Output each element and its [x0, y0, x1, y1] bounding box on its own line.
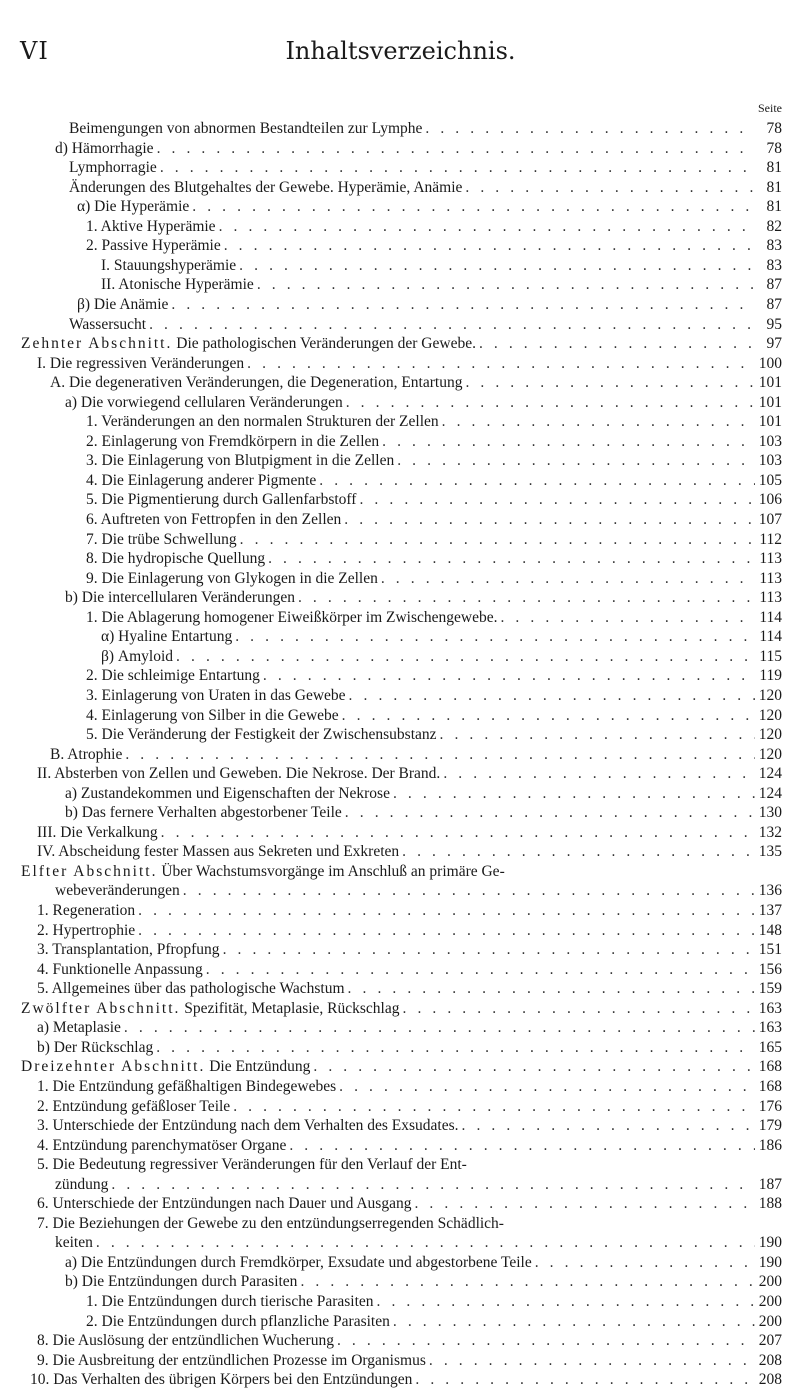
dot-leader [156, 1038, 755, 1057]
dot-leader [382, 432, 755, 451]
page-reference: 100 [758, 355, 782, 372]
toc-entry [37, 940, 782, 959]
page-reference: 124 [758, 765, 782, 782]
toc-entry [69, 158, 782, 177]
toc-entry-text: α) Die Hyperämie [77, 198, 190, 215]
page-reference: 120 [758, 726, 782, 743]
page-reference: 120 [758, 687, 782, 704]
toc-entry-text: α) Hyaline Entartung [101, 628, 233, 645]
toc-entry-text: 9. Die Einlagerung von Glykogen in die Zellen [86, 570, 378, 587]
toc-entry [65, 393, 782, 412]
page-reference: 136 [758, 882, 782, 899]
toc-entry [37, 960, 782, 979]
page-reference: 124 [758, 785, 782, 802]
dot-leader [465, 373, 755, 392]
toc-entry-text: 10. Das Verhalten des übrigen Körpers bei den Entzündungen [30, 1371, 413, 1388]
toc-entry-text: 3. Transplantation, Pfropfung [37, 941, 220, 958]
dot-leader [337, 1331, 755, 1350]
page-reference: 81 [766, 198, 782, 215]
dot-leader [289, 1136, 755, 1155]
page-reference: 208 [758, 1371, 782, 1388]
dot-leader [345, 803, 755, 822]
toc-entry-text: 2. Hypertrophie [37, 922, 136, 939]
dot-leader [319, 471, 755, 490]
page-reference: 78 [766, 140, 782, 157]
toc-entry-text: 1. Veränderungen an den normalen Strukturen der Zellen [86, 413, 439, 430]
toc-entry [86, 236, 782, 255]
page-reference: 179 [758, 1117, 782, 1134]
toc-entry-text: Beimengungen von abnormen Bestandteilen zur Lymphe [69, 120, 423, 137]
toc-entry [86, 569, 782, 588]
toc-entry [86, 471, 782, 490]
section-title: Die Entzündung [209, 1058, 311, 1075]
page-reference: 83 [766, 237, 782, 254]
toc-entry [86, 530, 782, 549]
dot-leader [247, 354, 755, 373]
toc-entry-text: 3. Die Einlagerung von Blutpigment in die Zellen [86, 452, 395, 469]
dot-leader [263, 666, 755, 685]
section-heading: Dreizehnter Abschnitt. [21, 1058, 206, 1075]
toc-entry [37, 1116, 782, 1135]
dot-leader [240, 530, 755, 549]
toc-entry-text: Über Wachstumsvorgänge im Anschluß an primäre Ge- [161, 863, 505, 880]
page-reference: 187 [758, 1176, 782, 1193]
toc-entry [55, 1175, 782, 1194]
dot-leader [403, 999, 756, 1018]
dot-leader [397, 451, 755, 470]
dot-leader [239, 256, 755, 275]
dot-leader [224, 236, 755, 255]
toc-entry-text: II. Atonische Hyperämie [101, 276, 254, 293]
toc-entry [69, 178, 782, 197]
page-reference: 200 [758, 1273, 782, 1290]
dot-leader [124, 1018, 755, 1037]
section-title: Die pathologischen Veränderungen der Gewebe. [176, 335, 476, 352]
toc-entry [37, 354, 782, 373]
dot-leader [414, 1194, 755, 1213]
toc-entry [55, 881, 782, 900]
page-reference: 81 [766, 159, 782, 176]
toc-entry-text: 1. Die Entzündung gefäßhaltigen Bindegewebes [37, 1078, 337, 1095]
toc-entry [37, 1194, 782, 1213]
toc-entry-text: 5. Die Veränderung der Festigkeit der Zwischensubstanz [86, 726, 437, 743]
page-reference: 113 [759, 570, 782, 587]
page-reference: 114 [759, 628, 782, 645]
dot-leader [160, 158, 755, 177]
dot-leader [157, 139, 755, 158]
toc-entry [37, 1077, 782, 1096]
toc-entry-text: 1. Die Entzündungen durch tierische Parasiten [86, 1293, 374, 1310]
toc-entry [50, 745, 782, 764]
dot-leader [313, 1057, 755, 1076]
toc-entry [69, 119, 782, 138]
dot-leader [442, 412, 755, 431]
dot-leader [192, 197, 755, 216]
toc-entry [86, 490, 782, 509]
page-reference: 78 [766, 120, 782, 137]
toc-entry-text: 1. Die Ablagerung homogener Eiweißkörper im Zwischengewebe. [86, 609, 498, 626]
toc-entry [65, 588, 782, 607]
page-header [0, 0, 801, 90]
toc-entry-text: a) Zustandekommen und Eigenschaften der Nekrose [65, 785, 390, 802]
page-reference: 101 [758, 394, 782, 411]
page-reference: 103 [758, 433, 782, 450]
toc-entry [65, 784, 782, 803]
dot-leader [300, 1272, 755, 1291]
dot-leader [149, 315, 755, 334]
page-reference: 95 [766, 316, 782, 333]
toc-entry [21, 334, 782, 353]
page-reference: 137 [758, 902, 782, 919]
toc-entry-text: 4. Die Einlagerung anderer Pigmente [86, 472, 317, 489]
toc-entry [30, 1370, 782, 1389]
page-reference: 132 [758, 824, 782, 841]
page-reference: 200 [758, 1293, 782, 1310]
toc-entry [86, 510, 782, 529]
dot-leader [257, 275, 755, 294]
page-reference: 101 [758, 413, 782, 430]
page-reference: 148 [758, 922, 782, 939]
dot-leader [111, 1175, 755, 1194]
toc-entry-continuation: webeveränderungen [55, 882, 180, 899]
toc-entry [21, 999, 782, 1018]
toc-entry-text: 4. Entzündung parenchymatöser Organe [37, 1137, 287, 1154]
dot-leader [429, 1351, 755, 1370]
toc-entry [69, 315, 782, 334]
dot-leader [359, 490, 755, 509]
toc-entry-text: b) Das fernere Verhalten abgestorbener Teile [65, 804, 342, 821]
toc-entry-text: 1. Aktive Hyperämie [86, 218, 216, 235]
toc-entry-text: I. Stauungshyperämie [101, 257, 237, 274]
toc-entry [86, 608, 782, 627]
toc-entry-text: b) Die Entzündungen durch Parasiten [65, 1273, 298, 1290]
toc-entry-text: III. Die Verkalkung [37, 824, 158, 841]
page-reference: 115 [759, 648, 782, 665]
page-reference: 83 [766, 257, 782, 274]
dot-leader [393, 784, 755, 803]
dot-leader [176, 647, 755, 666]
dot-leader [402, 842, 755, 861]
page-reference: 120 [758, 707, 782, 724]
toc-entry-text: 2. Die schleimige Entartung [86, 667, 260, 684]
toc-entry-text: β) Amyloid [101, 648, 174, 665]
toc-entry [77, 197, 782, 216]
page-reference: 114 [759, 609, 782, 626]
dot-leader [339, 1077, 755, 1096]
page-reference: 163 [758, 1000, 782, 1017]
page-reference: 135 [758, 843, 782, 860]
toc-entry-text: 2. Entzündung gefäßloser Teile [37, 1098, 231, 1115]
dot-leader [219, 217, 755, 236]
page-reference: 186 [758, 1137, 782, 1154]
page-reference: 188 [758, 1195, 782, 1212]
toc-entry [37, 1097, 782, 1116]
toc-entry-text: 2. Passive Hyperämie [86, 237, 221, 254]
toc-entry [86, 666, 782, 685]
page-reference: 97 [766, 335, 782, 352]
section-heading: Zwölfter Abschnitt. [21, 1000, 181, 1017]
toc-entry-text: 4. Funktionelle Anpassung [37, 961, 203, 978]
toc-entry [86, 1292, 782, 1311]
page-reference: 106 [758, 491, 782, 508]
page-reference: 168 [758, 1078, 782, 1095]
page-reference: 113 [759, 589, 782, 606]
toc-entry-text: 3. Unterschiede der Entzündung nach dem Verhalten des Exsudates. [37, 1117, 459, 1134]
toc-entry [86, 432, 782, 451]
toc-entry [37, 1351, 782, 1370]
toc-entry [37, 823, 782, 842]
page-reference: 200 [758, 1313, 782, 1330]
dot-leader [344, 510, 755, 529]
dot-leader [161, 823, 755, 842]
toc-entry [37, 1331, 782, 1350]
toc-entry-text: 2. Einlagerung von Fremdkörpern in die Zellen [86, 433, 380, 450]
dot-leader [349, 686, 755, 705]
toc-entry-text: a) Die vorwiegend cellularen Veränderungen [65, 394, 343, 411]
dot-leader [479, 334, 755, 353]
toc-entry [37, 842, 782, 861]
page-reference: 81 [766, 179, 782, 196]
toc-entry-text: Wassersucht [69, 316, 147, 333]
toc-entry [86, 686, 782, 705]
dot-leader [125, 745, 755, 764]
toc-entry [86, 1312, 782, 1331]
toc-entry [37, 1136, 782, 1155]
toc-entry [65, 1272, 782, 1291]
running-title: Inhaltsverzeichnis. [285, 37, 516, 65]
page-reference: 101 [758, 374, 782, 391]
toc-entry [21, 1057, 782, 1076]
toc-entry-text: A. Die degenerativen Veränderungen, die Degeneration, Entartung [50, 374, 463, 391]
toc-entry [86, 549, 782, 568]
page-reference: 87 [766, 276, 782, 293]
toc-entry [86, 451, 782, 470]
section-title: Spezifität, Metaplasie, Rückschlag [184, 1000, 400, 1017]
page-reference: 159 [758, 980, 782, 997]
page-reference: 82 [766, 218, 782, 235]
toc-entry [55, 139, 782, 158]
toc-entry-text: II. Absterben von Zellen und Geweben. Die Nekrose. Der Brand. [37, 765, 441, 782]
toc-entry [65, 803, 782, 822]
page-reference: 176 [758, 1098, 782, 1115]
dot-leader [348, 979, 755, 998]
dot-leader [377, 1292, 755, 1311]
dot-leader [381, 569, 755, 588]
page-reference: 168 [758, 1058, 782, 1075]
toc-entry-text [21, 334, 476, 353]
toc-entry [37, 764, 782, 783]
toc-entry-text: 6. Auftreten von Fettropfen in den Zellen [86, 511, 342, 528]
toc-entry [86, 217, 782, 236]
toc-entry-line [37, 1155, 467, 1174]
toc-entry-continuation: keiten [55, 1234, 93, 1251]
toc-entry-text [21, 1057, 310, 1076]
dot-leader [535, 1253, 755, 1272]
toc-entry-text: 6. Unterschiede der Entzündungen nach Dauer und Ausgang [37, 1195, 412, 1212]
toc-entry [50, 373, 782, 392]
page-reference: 112 [759, 531, 782, 548]
dot-leader [342, 706, 755, 725]
dot-leader [462, 1116, 755, 1135]
page-reference: 190 [758, 1254, 782, 1271]
dot-leader [223, 940, 755, 959]
toc-entry [77, 295, 782, 314]
toc-entry-text: I. Die regressiven Veränderungen [37, 355, 245, 372]
page-reference: 120 [758, 746, 782, 763]
toc-entry [37, 921, 782, 940]
page-reference: 207 [758, 1332, 782, 1349]
page-reference: 113 [759, 550, 782, 567]
toc-entry-text: 9. Die Ausbreitung der entzündlichen Prozesse im Organismus [37, 1352, 426, 1369]
toc-entry [86, 412, 782, 431]
toc-entry-text: 5. Die Pigmentierung durch Gallenfarbstoff [86, 491, 357, 508]
toc-entry [86, 725, 782, 744]
toc-entry [37, 979, 782, 998]
toc-entry-text: a) Die Entzündungen durch Fremdkörper, Exsudate und abgestorbene Teile [65, 1254, 532, 1271]
toc-entry [101, 647, 782, 666]
toc-entry [55, 1233, 782, 1252]
page-reference: 156 [758, 961, 782, 978]
dot-leader [443, 764, 755, 783]
toc-entry [101, 627, 782, 646]
dot-leader [298, 588, 755, 607]
toc-entry [37, 1018, 782, 1037]
dot-leader [346, 393, 755, 412]
toc-entry-text: 7. Die Beziehungen der Gewebe zu den entzündungserregenden Schädlich- [37, 1215, 504, 1232]
page-reference: 105 [758, 472, 782, 489]
page-number: VI [20, 37, 49, 65]
page-reference: 130 [758, 804, 782, 821]
toc-entry [101, 275, 782, 294]
toc-entry-text: 7. Die trübe Schwellung [86, 531, 237, 548]
toc-entry-text: IV. Abscheidung fester Massen aus Sekreten und Exkreten [37, 843, 400, 860]
toc-entry-text: 5. Die Bedeutung regressiver Veränderungen für den Verlauf der Ent- [37, 1156, 467, 1173]
dot-leader [500, 608, 755, 627]
toc-entry-text: 2. Die Entzündungen durch pflanzliche Parasiten [86, 1313, 390, 1330]
page-reference: 163 [758, 1019, 782, 1036]
toc-entry-text: B. Atrophie [50, 746, 123, 763]
dot-leader [233, 1097, 755, 1116]
dot-leader [235, 627, 755, 646]
toc-entry [37, 901, 782, 920]
page-reference: 165 [758, 1039, 782, 1056]
toc-entry-text: 1. Regeneration [37, 902, 136, 919]
page-reference: 151 [758, 941, 782, 958]
dot-leader [425, 119, 755, 138]
toc-entry-text: b) Der Rückschlag [37, 1039, 154, 1056]
section-heading: Elfter Abschnitt. [21, 863, 158, 880]
toc-entry-text: b) Die intercellularen Veränderungen [65, 589, 295, 606]
toc-entry-line [21, 862, 505, 881]
toc-entry-text: a) Metaplasie [37, 1019, 121, 1036]
section-heading: Zehnter Abschnitt. [21, 335, 173, 352]
page-reference: 87 [766, 296, 782, 313]
dot-leader [183, 881, 755, 900]
toc-entry-text: d) Hämorrhagie [55, 140, 154, 157]
dot-leader [393, 1312, 755, 1331]
toc-entry-text: Lymphorragie [69, 159, 157, 176]
dot-leader [465, 178, 755, 197]
dot-leader [171, 295, 755, 314]
dot-leader [415, 1370, 755, 1389]
dot-leader [138, 901, 755, 920]
toc-entry [86, 706, 782, 725]
page-reference: 107 [758, 511, 782, 528]
toc-entry-text: Änderungen des Blutgehaltes der Gewebe. Hyperämie, Anämie [69, 179, 463, 196]
toc-entry-text: β) Die Anämie [77, 296, 169, 313]
dot-leader [268, 549, 755, 568]
dot-leader [206, 960, 755, 979]
toc-entry [37, 1038, 782, 1057]
toc-entry-text: 4. Einlagerung von Silber in die Gewebe [86, 707, 339, 724]
page-reference: 119 [759, 667, 782, 684]
toc-entry [65, 1253, 782, 1272]
seite-column-label: Seite [758, 101, 782, 115]
toc-entry-text: 5. Allgemeines über das pathologische Wachstum [37, 980, 345, 997]
toc-entry-continuation: zündung [55, 1176, 109, 1193]
dot-leader [440, 725, 755, 744]
toc-entry-text: 8. Die Auslösung der entzündlichen Wucherung [37, 1332, 334, 1349]
page-reference: 190 [758, 1234, 782, 1251]
toc-entry-text [21, 999, 400, 1018]
dot-leader [138, 921, 755, 940]
toc-entry-text: 8. Die hydropische Quellung [86, 550, 266, 567]
toc-entry-text: 3. Einlagerung von Uraten in das Gewebe [86, 687, 346, 704]
toc-entry [101, 256, 782, 275]
dot-leader [96, 1233, 755, 1252]
page-reference: 103 [758, 452, 782, 469]
toc-entry-line [37, 1214, 504, 1233]
page-reference: 208 [758, 1352, 782, 1369]
